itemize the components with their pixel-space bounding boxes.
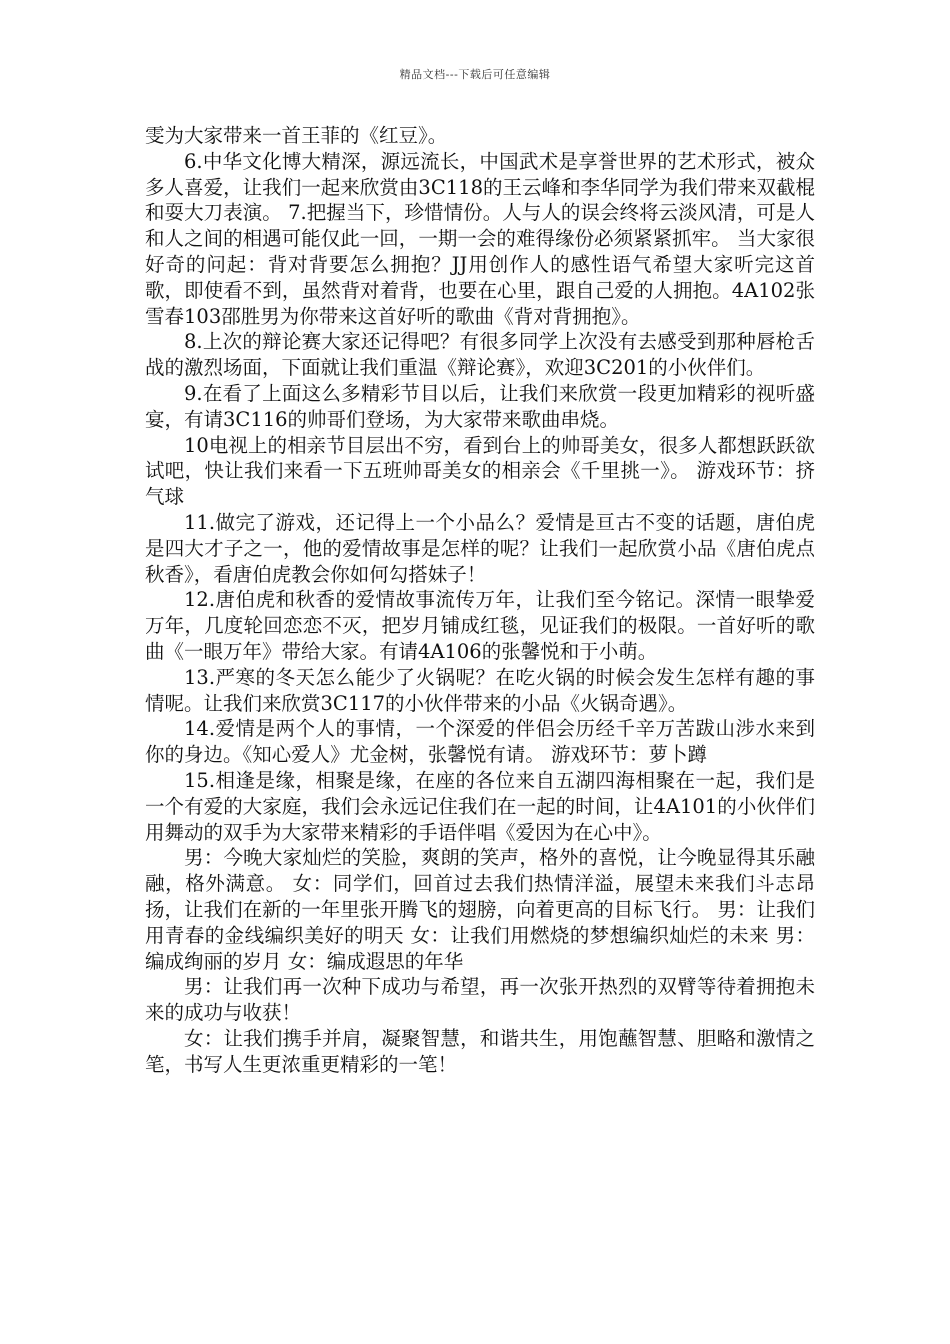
paragraph: 11.做完了游戏，还记得上一个小品么？爱情是亘古不变的话题，唐伯虎是四大才子之一，他的爱情故事是怎样的呢？让我们一起欣赏小品《唐伯虎点秋香》，看唐伯虎教会你如何勾搭妹子！ <box>145 510 815 586</box>
document-body <box>145 123 815 1077</box>
paragraph: 13.严寒的冬天怎么能少了火锅呢？在吃火锅的时候会发生怎样有趣的事情呢。让我们来欣赏3C117的小伙伴带来的小品《火锅奇遇》。 <box>145 665 815 715</box>
paragraph: 9.在看了上面这么多精彩节目以后，让我们来欣赏一段更加精彩的视听盛宴，有请3C116的帅哥们登场，为大家带来歌曲串烧。 <box>145 381 815 431</box>
paragraph: 8.上次的辩论赛大家还记得吧？有很多同学上次没有去感受到那种唇枪舌战的激烈场面，下面就让我们重温《辩论赛》，欢迎3C201的小伙伴们。 <box>145 330 815 380</box>
page-header: 精品文档---下载后可任意编辑 <box>399 68 551 81</box>
paragraph: 男：今晚大家灿烂的笑脸，爽朗的笑声，格外的喜悦，让今晚显得其乐融融，格外满意。 女：同学们，回首过去我们热情洋溢，展望未来我们斗志昂扬，让我们在新的一年里张开腾飞的翅膀，向着更高的目标飞行。 男：让我们用青春的金线编织美好的明天 女：让我们用燃烧的梦想编织灿烂的未来 男：编成绚丽的岁月 女：编成遐思的年华 <box>145 846 815 973</box>
paragraph: 10电视上的相亲节目层出不穷，看到台上的帅哥美女，很多人都想跃跃欲试吧，快让我们来看一下五班帅哥美女的相亲会《千里挑一》。 游戏环节：挤气球 <box>145 433 815 509</box>
paragraph: 男：让我们再一次种下成功与希望，再一次张开热烈的双臂等待着拥抱未来的成功与收获！ <box>145 975 815 1025</box>
paragraph: 6.中华文化博大精深，源远流长，中国武术是享誉世界的艺术形式，被众多人喜爱，让我们一起来欣赏由3C118的王云峰和李华同学为我们带来双截棍和耍大刀表演。 7.把握当下，珍惜情份。人与人的误会终将云淡风清，可是人和人之间的相遇可能仅此一回，一期一会的难得缘份必须紧紧抓牢。 当大家很好奇的问起：背对背要怎么拥抱？JJ用创作人的感性语气希望大家听完这首歌，即使看不到，虽然背对着背，也要在心里，跟自己爱的人拥抱。4A102张雪春103邵胜男为你带来这首好听的歌曲《背对背拥抱》。 <box>145 149 815 328</box>
paragraph: 女：让我们携手并肩，凝聚智慧，和谐共生，用饱蘸智慧、胆略和激情之笔，书写人生更浓重更精彩的一笔！ <box>145 1026 815 1076</box>
paragraph: 雯为大家带来一首王菲的《红豆》。 <box>145 124 448 147</box>
paragraph: 12.唐伯虎和秋香的爱情故事流传万年，让我们至今铭记。深情一眼挚爱万年，几度轮回恋恋不灭，把岁月铺成红毯，见证我们的极限。一首好听的歌曲《一眼万年》带给大家。有请4A106的张馨悦和于小萌。 <box>145 588 815 663</box>
paragraph: 14.爱情是两个人的事情，一个深爱的伴侣会历经千辛万苦跋山涉水来到你的身边。《知心爱人》尤金树，张馨悦有请。 游戏环节：萝卜蹲 <box>145 717 815 767</box>
paragraph: 15.相逢是缘，相聚是缘，在座的各位来自五湖四海相聚在一起，我们是一个有爱的大家庭，我们会永远记住我们在一起的时间，让4A101的小伙伴们用舞动的双手为大家带来精彩的手语伴唱《爱因为在心中》。 <box>145 768 815 844</box>
